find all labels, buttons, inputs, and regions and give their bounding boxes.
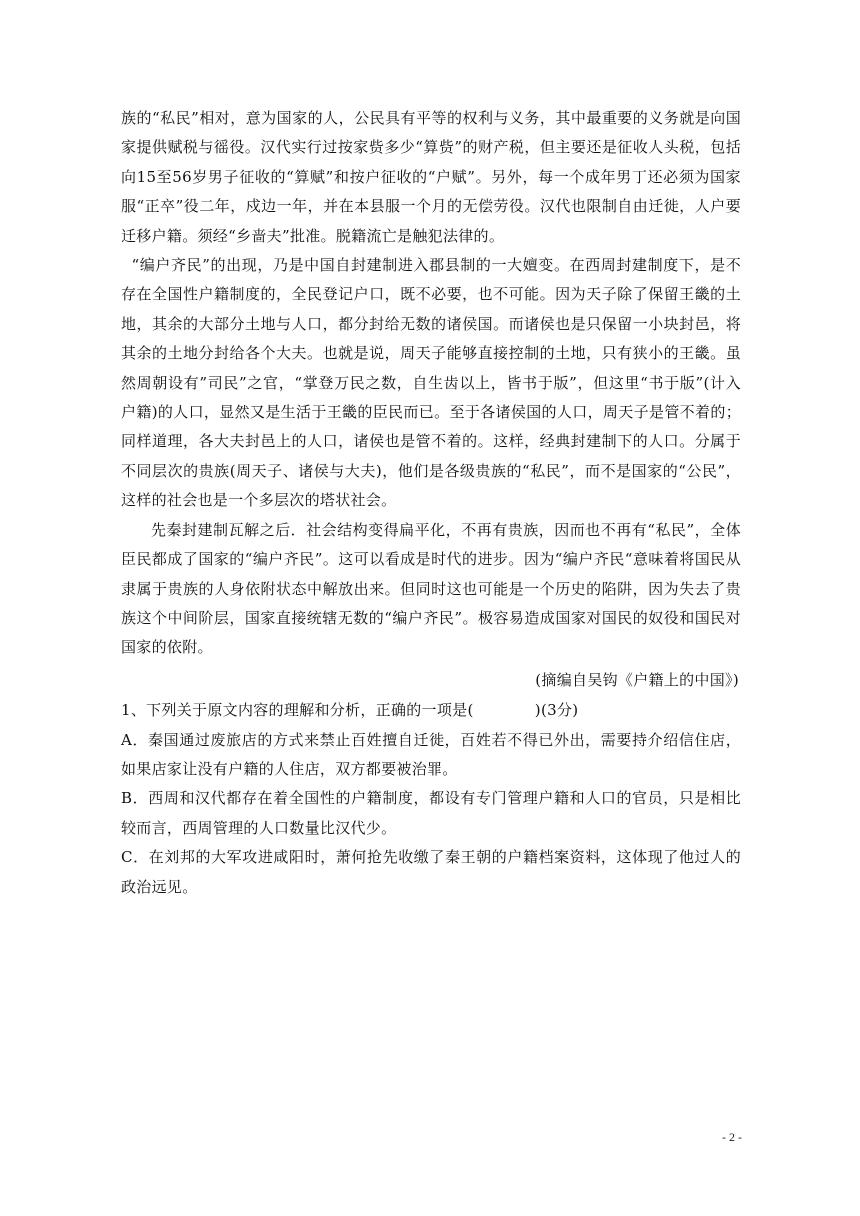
option-a: A．秦国通过废旅店的方式来禁止百姓擅自迁徙，百姓若不得已外出，需要持介绍信住店，如果店家让没有户籍的人住店，双方都要被治罪。 bbox=[121, 730, 741, 778]
option-b: B．西周和汉代都存在着全国性的户籍制度，都设有专门管理户籍和人口的官员，只是相比较而言，西周管理的人口数量比汉代少。 bbox=[121, 789, 741, 837]
paragraph-2: “编户齐民”的出现，乃是中国自封建制进入郡县制的一大嬗变。在西周封建制度下，是不存在全国性户籍制度的，全民登记户口，既不必要，也不可能。因为天子除了保留王畿的土地，其余的大部分土地与人口，都分封给无数的诸侯国。而诸侯也是只保留一小块封邑，将其余的土地分封给各个大夫。也就是说，周天子能够直接控制的土地，只有狭小的王畿。虽然周朝设有”司民”之官，“掌登万民之数，自生齿以上，皆书于版”，但这里“书于版”(计入户籍)的人口，显然又是生活于王畿的臣民而已。至于各诸侯国的人口，周天子是管不着的；同样道理，各大夫封邑上的人口，诸侯也是管不着的。这样，经典封建制下的人口。分属于不同层次的贵族(周天子、诸侯与大夫)，他们是各级贵族的“私民”，而不是国家的“公民”，这样的社会也是一个多层次的塔状社会。 bbox=[121, 256, 741, 510]
document-body bbox=[121, 104, 741, 902]
question-stem: 1、下列关于原文内容的理解和分析，正确的一项是( )(3分) bbox=[121, 701, 579, 720]
page-number: - 2 - bbox=[722, 1130, 742, 1144]
option-c: C．在刘邦的大军攻进咸阳时，萧何抢先收缴了秦王朝的户籍档案资料，这体现了他过人的政治远见。 bbox=[121, 848, 741, 896]
source-citation: (摘编自吴钩《户籍上的中国》) bbox=[535, 670, 739, 689]
paragraph-1: 族的“私民”相对，意为国家的人，公民具有平等的权利与义务，其中最重要的义务就是向国家提供赋税与徭役。汉代实行过按家赀多少“算赀”的财产税，但主要还是征收人头税，包括向15至56岁男子征收的“算赋”和按户征收的“户赋”。另外，每一个成年男丁还必须为国家服“正卒”役二年，戍边一年，并在本县服一个月的无偿劳役。汉代也限制自由迁徙，人户要迁移户籍。须经“乡啬夫”批准。脱籍流亡是触犯法律的。 bbox=[121, 109, 741, 245]
paragraph-3: 先秦封建制瓦解之后．社会结构变得扁平化，不再有贵族，因而也不再有“私民”，全体臣民都成了国家的“编户齐民”。这可以看成是时代的进步。因为“编户齐民“意味着将国民从隶属于贵族的人身依附状态中解放出来。但同时这也可能是一个历史的陷阱，因为失去了贵族这个中间阶层，国家直接统辖无数的“编户齐民”。极容易造成国家对国民的奴役和国民对国家的依附。 bbox=[121, 520, 741, 657]
